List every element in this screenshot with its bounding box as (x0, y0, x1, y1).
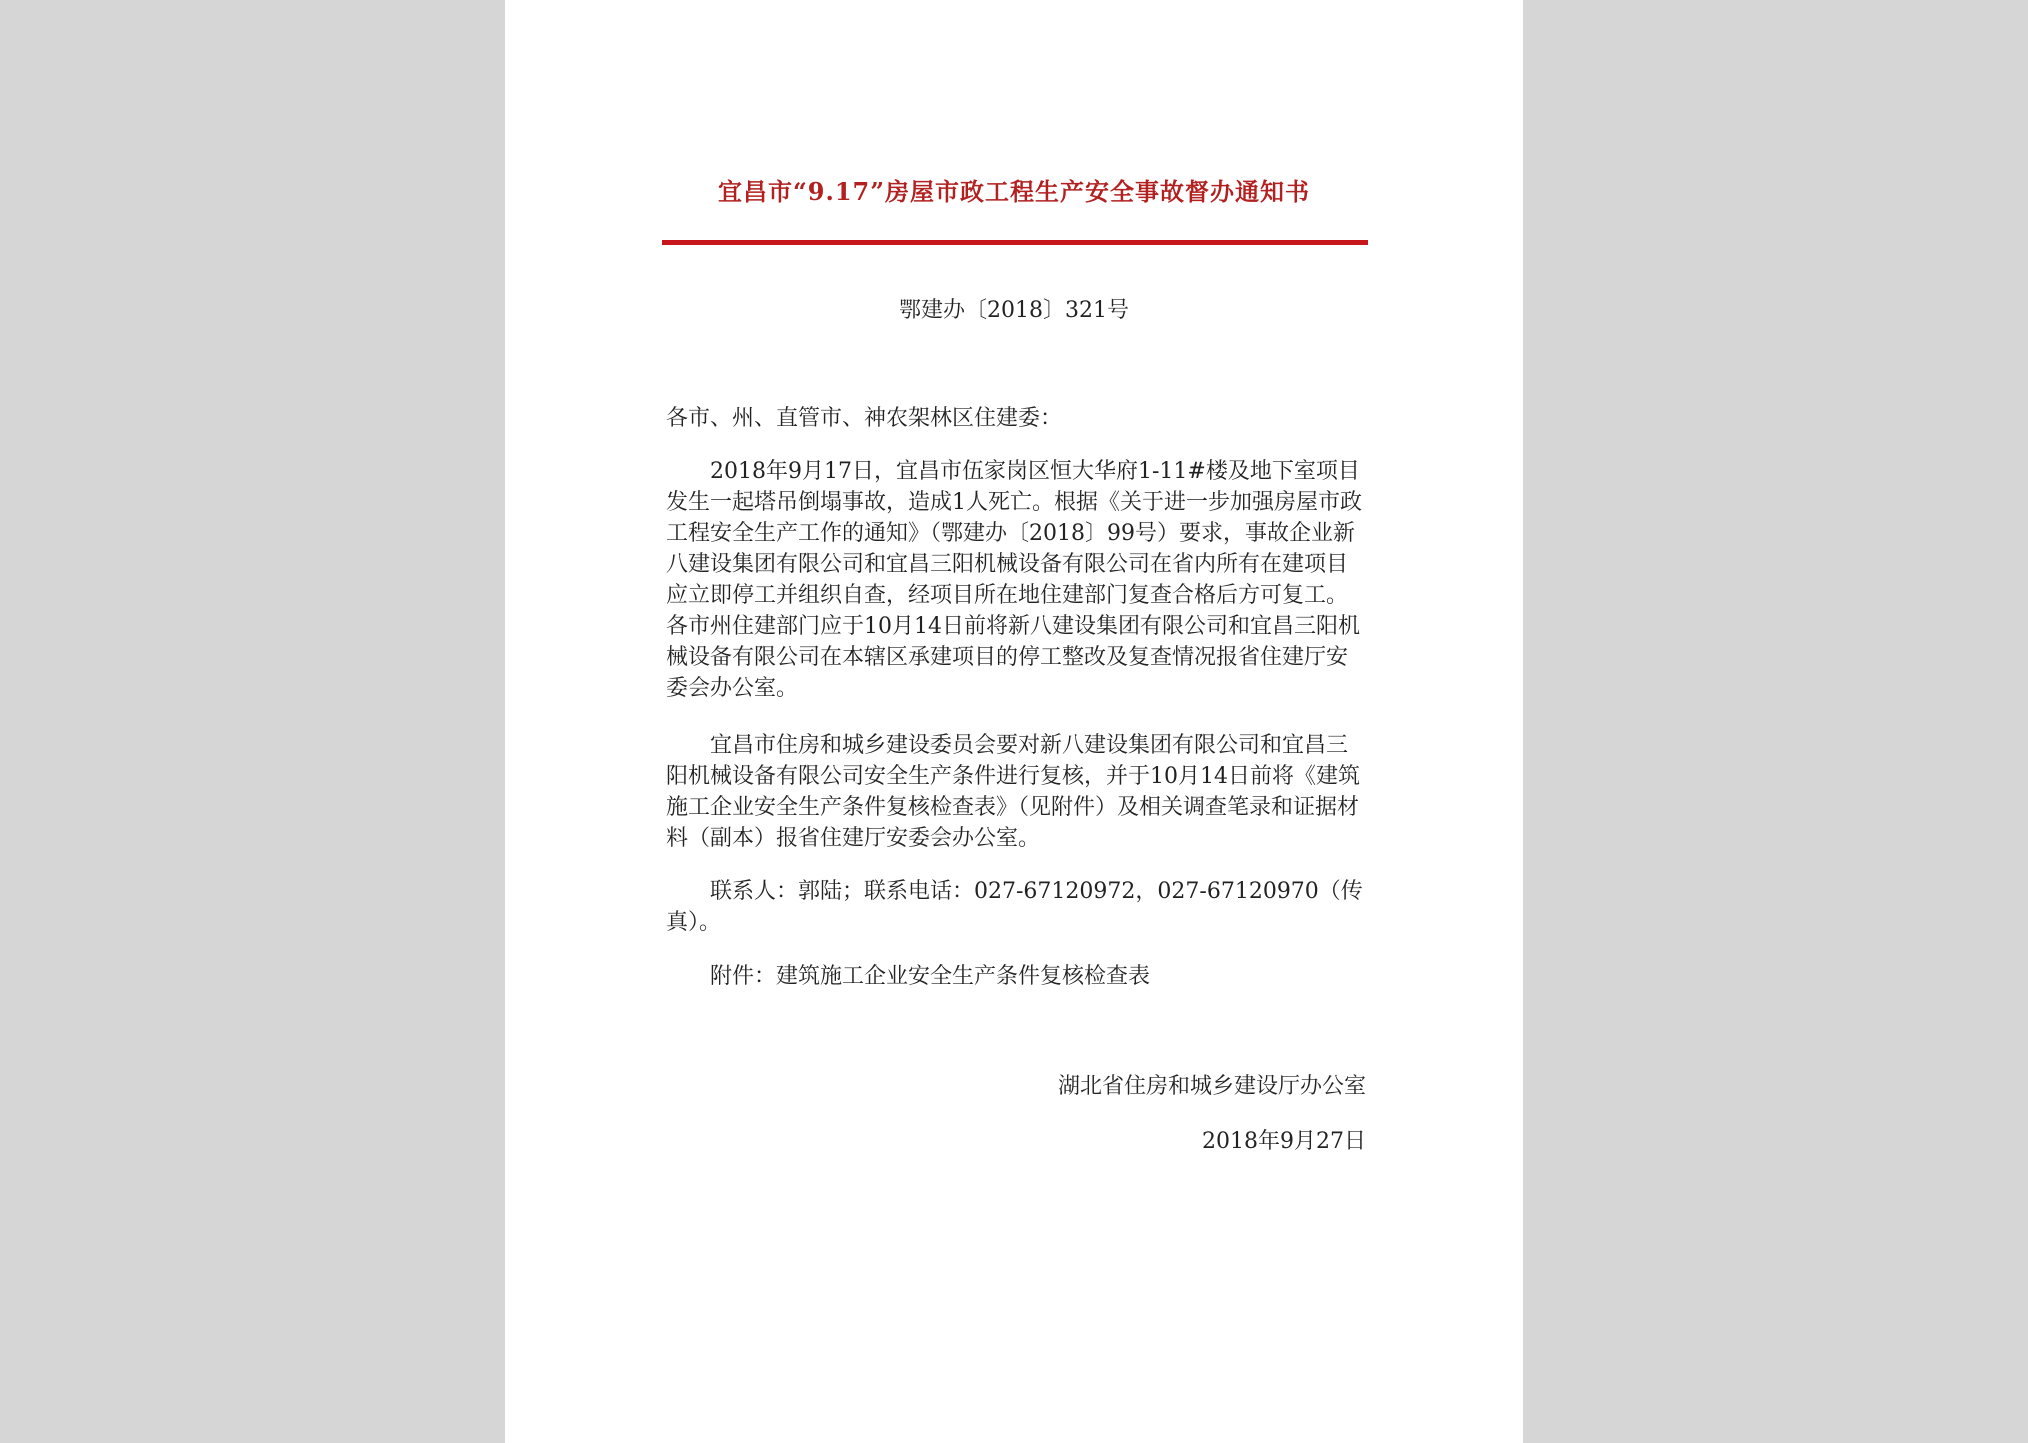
issue-date: 2018年9月27日 (1202, 1129, 1366, 1154)
paragraph-1: 2018年9月17日，宜昌市伍家岗区恒大华府1-11#楼及地下室项目发生一起塔吊倒塌事故，造成1人死亡。根据《关于进一步加强房屋市政工程安全生产工作的通知》（鄂建办〔2018〕99号）要求，事故企业新八建设集团有限公司和宜昌三阳机械设备有限公司在省内所有在建项目应立即停工并组织自查，经项目所在地住建部门复查合格后方可复工。各市州住建部门应于10月14日前将新八建设集团有限公司和宜昌三阳机械设备有限公司在本辖区承建项目的停工整改及复查情况报省住建厅安委会办公室。 (666, 459, 1362, 701)
attachment-note: 附件：建筑施工企业安全生产条件复核检查表 (710, 964, 1151, 989)
document-title: 宜昌市“9.17”房屋市政工程生产安全事故督办通知书 (717, 177, 1311, 206)
paragraph-2: 宜昌市住房和城乡建设委员会要对新八建设集团有限公司和宜昌三阳机械设备有限公司安全生产条件进行复核，并于10月14日前将《建筑施工企业安全生产条件复核检查表》（见附件）及相关调查笔录和证据材料（副本）报省住建厅安委会办公室。 (666, 733, 1360, 851)
document-number: 鄂建办〔2018〕321号 (899, 298, 1129, 323)
document-page (505, 0, 1523, 1443)
contact-info: 联系人：郭陆；联系电话：027-67120972，027-67120970（传真）。 (666, 879, 1363, 935)
issuer-signature: 湖北省住房和城乡建设厅办公室 (1057, 1074, 1366, 1099)
salutation: 各市、州、直管市、神农架林区住建委： (666, 406, 1063, 431)
title-divider (662, 240, 1368, 245)
